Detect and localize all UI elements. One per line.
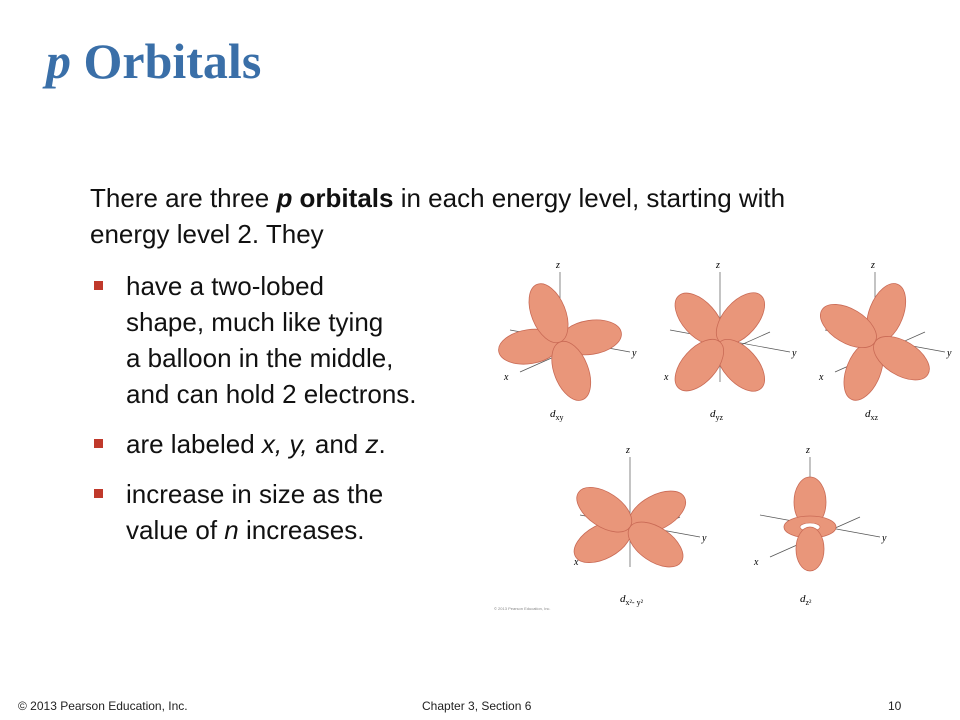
- footer-section: Chapter 3, Section 6: [422, 699, 532, 713]
- axis-label-y: y: [882, 533, 887, 544]
- intro-prefix: There are three: [90, 183, 277, 213]
- axis-label-x: x: [754, 557, 759, 568]
- intro-paragraph: [90, 180, 790, 252]
- orbital-dx2-y2: [567, 445, 707, 607]
- bullet-marker-icon: [94, 439, 103, 448]
- footer-page-number: 10: [888, 699, 902, 713]
- bullet-text-1: have a two-lobed shape, much like tying a balloon in the middle, and can hold 2 electrons.: [126, 271, 417, 409]
- orbital-dxy: [496, 260, 637, 422]
- bullet-marker-icon: [94, 489, 103, 498]
- title-symbol: p: [46, 33, 71, 89]
- figure-credit: © 2013 Pearson Education, Inc.: [494, 606, 551, 611]
- axis-label-y: y: [947, 348, 952, 359]
- axis-label-z: z: [556, 260, 560, 271]
- intro-keyword: p orbitals: [276, 183, 394, 213]
- axis-label-z: z: [716, 260, 720, 271]
- orbital-label: $d_{yz}$: [710, 408, 724, 422]
- orbital-lobe: [796, 527, 824, 571]
- bullet-item: [90, 268, 510, 412]
- axis-label-y: y: [632, 348, 637, 359]
- bullet-marker-icon: [94, 281, 103, 290]
- slide-title: [46, 32, 261, 90]
- footer-copyright: © 2013 Pearson Education, Inc.: [18, 699, 188, 713]
- orbital-dz2: [753, 445, 887, 607]
- axis-label-z: z: [806, 445, 810, 456]
- bullet-text-2: are labeled x, y, and z.: [126, 429, 386, 459]
- title-text: Orbitals: [71, 33, 262, 89]
- intro-suffix: in each energy level, starting with energy level 2. They: [90, 183, 786, 249]
- orbital-label: $d_{xy}$: [550, 408, 564, 422]
- axis-label-z: z: [626, 445, 630, 456]
- orbital-dyz: [663, 260, 797, 422]
- orbital-dxz: [813, 260, 952, 422]
- bullet-item: [90, 476, 510, 548]
- d-orbitals-figure: [490, 260, 952, 622]
- orbital-label: $d_{x^2- y^2}$: [620, 593, 643, 607]
- bullet-text-3: increase in size as the value of n increases.: [126, 479, 384, 545]
- orbital-label: $d_{xz}$: [865, 408, 879, 422]
- axis-label-x: x: [664, 372, 669, 383]
- axis-label-x: x: [504, 372, 509, 383]
- axis-label-x: x: [574, 557, 579, 568]
- bullet-item: [90, 426, 510, 462]
- axis-label-z: z: [871, 260, 875, 271]
- axis-label-y: y: [702, 533, 707, 544]
- orbital-label: $d_{z^2}$: [800, 593, 812, 607]
- bullet-list: [90, 268, 510, 562]
- axis-label-y: y: [792, 348, 797, 359]
- axis-label-x: x: [819, 372, 824, 383]
